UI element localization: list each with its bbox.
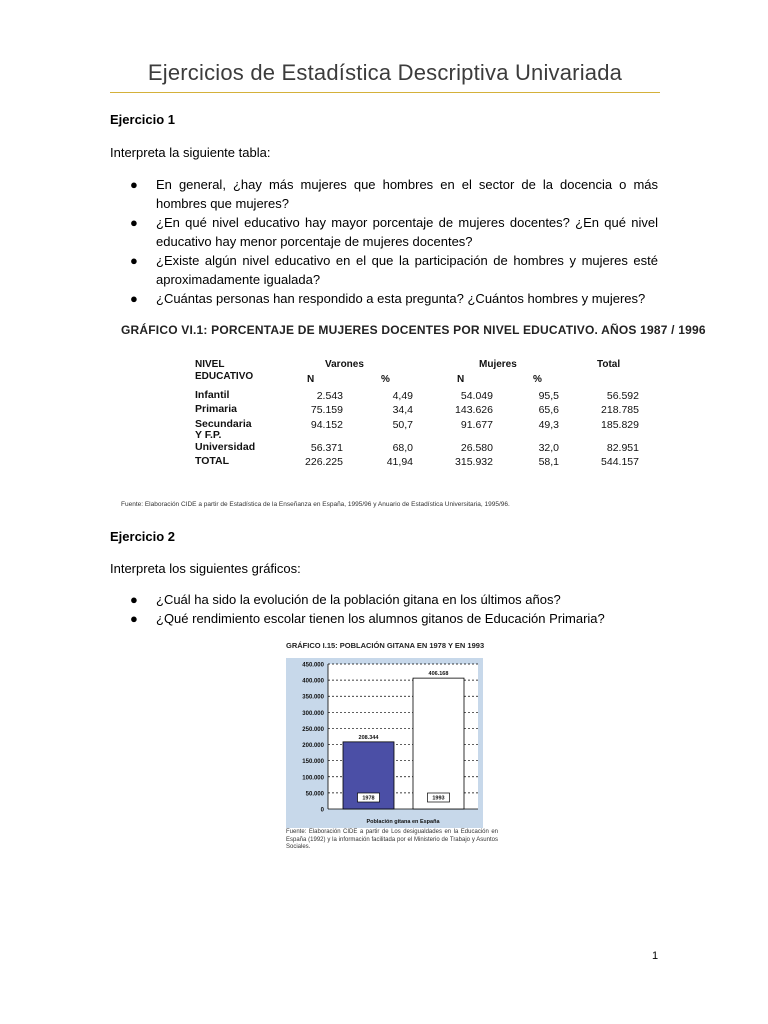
question-text: ¿Existe algún nivel educativo en el que la participación de hombres y mujeres esté aproximadamente igualada? — [156, 253, 658, 287]
chart-source-note: Fuente: Elaboración CIDE a partir de Los desigualdades en la Educación en España (1992) y la información facilitada por el Ministerio de Trabajo y Asuntos Sociales. — [286, 829, 498, 850]
col-header-mujeres: Mujeres — [479, 359, 517, 370]
table-row-label: TOTAL — [195, 455, 230, 467]
subheader-mujeres-pct: % — [533, 374, 542, 385]
table-cell: 68,0 — [392, 442, 413, 454]
table-cell: 56.592 — [606, 390, 639, 402]
list-item — [110, 289, 658, 308]
y-tick-label: 0 — [320, 807, 324, 814]
table-cell: 4,49 — [392, 390, 413, 402]
table-caption: GRÁFICO VI.1: PORCENTAJE DE MUJERES DOCENTES POR NIVEL EDUCATIVO. AÑOS 1987 / 1996 — [121, 323, 706, 337]
category-label: 1978 — [362, 795, 375, 802]
list-item — [110, 213, 658, 251]
table-cell: 218.785 — [601, 404, 639, 416]
bullet-icon: ● — [130, 177, 138, 192]
table-cell: 82.951 — [606, 442, 639, 454]
table-cell: 58,1 — [538, 456, 559, 468]
table-row-label: Primaria — [195, 403, 238, 415]
list-item — [110, 175, 658, 213]
y-tick-label: 150.000 — [302, 759, 324, 766]
table-cell: 143.626 — [455, 404, 493, 416]
exercise-2-questions — [110, 590, 658, 628]
table-cell: 54.049 — [460, 390, 493, 402]
y-tick-label: 250.000 — [302, 726, 324, 733]
table-row-label: Universidad — [195, 441, 256, 453]
table-cell: 315.932 — [455, 456, 493, 468]
category-label: 1993 — [432, 795, 445, 802]
y-tick-label: 300.000 — [302, 710, 324, 717]
bar-value-label: 208.344 — [358, 734, 379, 741]
y-tick-label: 350.000 — [302, 694, 324, 701]
chart-panel — [286, 658, 483, 828]
y-tick-label: 200.000 — [302, 743, 324, 750]
table-cell: 185.829 — [601, 419, 639, 431]
title-divider — [110, 92, 660, 93]
exercise-2-heading: Ejercicio 2 — [110, 529, 176, 544]
chart-title: GRÁFICO I.15: POBLACIÓN GITANA EN 1978 Y EN 1993 — [286, 641, 485, 650]
table-cell: 50,7 — [392, 419, 413, 431]
list-item — [110, 251, 658, 289]
question-text: ¿Cuántas personas han respondido a esta pregunta? ¿Cuántos hombres y mujeres? — [156, 291, 646, 306]
table-cell: 95,5 — [538, 390, 559, 402]
subheader-mujeres-n: N — [457, 374, 465, 385]
table-cell: 2.543 — [316, 390, 343, 402]
table-cell: 91.677 — [460, 419, 493, 431]
gypsy-population-chart-figure — [286, 641, 498, 871]
col-header-nivel: NIVEL — [195, 359, 225, 370]
question-text: En general, ¿hay más mujeres que hombres en el sector de la docencia o más hombres que mujeres? — [156, 177, 658, 211]
exercise-2-instruction: Interpreta los siguientes gráficos: — [110, 561, 301, 576]
subheader-varones-pct: % — [381, 374, 390, 385]
table-source-note: Fuente: Elaboración CIDE a partir de Estadística de la Enseñanza en España, 1995/96 y Anuario de Estadística Universitaria, 1995/96. — [121, 501, 510, 508]
table-cell: 34,4 — [392, 404, 413, 416]
bullet-icon: ● — [130, 592, 138, 607]
x-axis-label: Población gitana en España — [366, 819, 440, 825]
teachers-table-figure — [121, 323, 706, 513]
exercise-1-instruction: Interpreta la siguiente tabla: — [110, 145, 271, 160]
bar-value-label: 406.168 — [428, 671, 449, 678]
table-cell: 544.157 — [601, 456, 639, 468]
table-cell: 65,6 — [538, 404, 559, 416]
page-number: 1 — [652, 950, 659, 962]
table-row-label: Infantil — [195, 389, 230, 401]
y-tick-label: 50.000 — [305, 791, 324, 798]
question-text: ¿Qué rendimiento escolar tienen los alumnos gitanos de Educación Primaria? — [156, 611, 605, 626]
exercise-1-heading: Ejercicio 1 — [110, 112, 176, 127]
question-text: ¿Cuál ha sido la evolución de la población gitana en los últimos años? — [156, 592, 561, 607]
y-tick-label: 100.000 — [302, 775, 324, 782]
question-text: ¿En qué nivel educativo hay mayor porcentaje de mujeres docentes? ¿En qué nivel educativo hay menor porcentaje de mujeres docentes? — [156, 215, 658, 249]
y-tick-label: 400.000 — [302, 678, 324, 685]
col-header-varones: Varones — [325, 359, 364, 370]
y-tick-label: 450.000 — [302, 662, 324, 669]
table-cell: 49,3 — [538, 419, 559, 431]
bullet-icon: ● — [130, 253, 138, 268]
bar-chart — [286, 658, 483, 828]
table-row-label-line2: Y F.P. — [195, 429, 222, 441]
table-cell: 26.580 — [460, 442, 493, 454]
bullet-icon: ● — [130, 215, 138, 230]
table-cell: 41,94 — [386, 456, 413, 468]
table-row-label: Secundaria — [195, 418, 252, 430]
bullet-icon: ● — [130, 611, 138, 626]
exercise-1-questions — [110, 175, 658, 308]
list-item — [110, 590, 658, 609]
subheader-varones-n: N — [307, 374, 315, 385]
bar-1993 — [413, 678, 464, 809]
col-header-total: Total — [597, 359, 621, 370]
table-cell: 32,0 — [538, 442, 559, 454]
page-title: Ejercicios de Estadística Descriptiva Univariada — [147, 60, 623, 85]
list-item — [110, 609, 658, 628]
col-header-educativo: EDUCATIVO — [195, 371, 254, 382]
table-cell: 226.225 — [305, 456, 343, 468]
bullet-icon: ● — [130, 291, 138, 306]
table-cell: 56.371 — [310, 442, 343, 454]
table-cell: 75.159 — [310, 404, 343, 416]
table-cell: 94.152 — [310, 419, 343, 431]
